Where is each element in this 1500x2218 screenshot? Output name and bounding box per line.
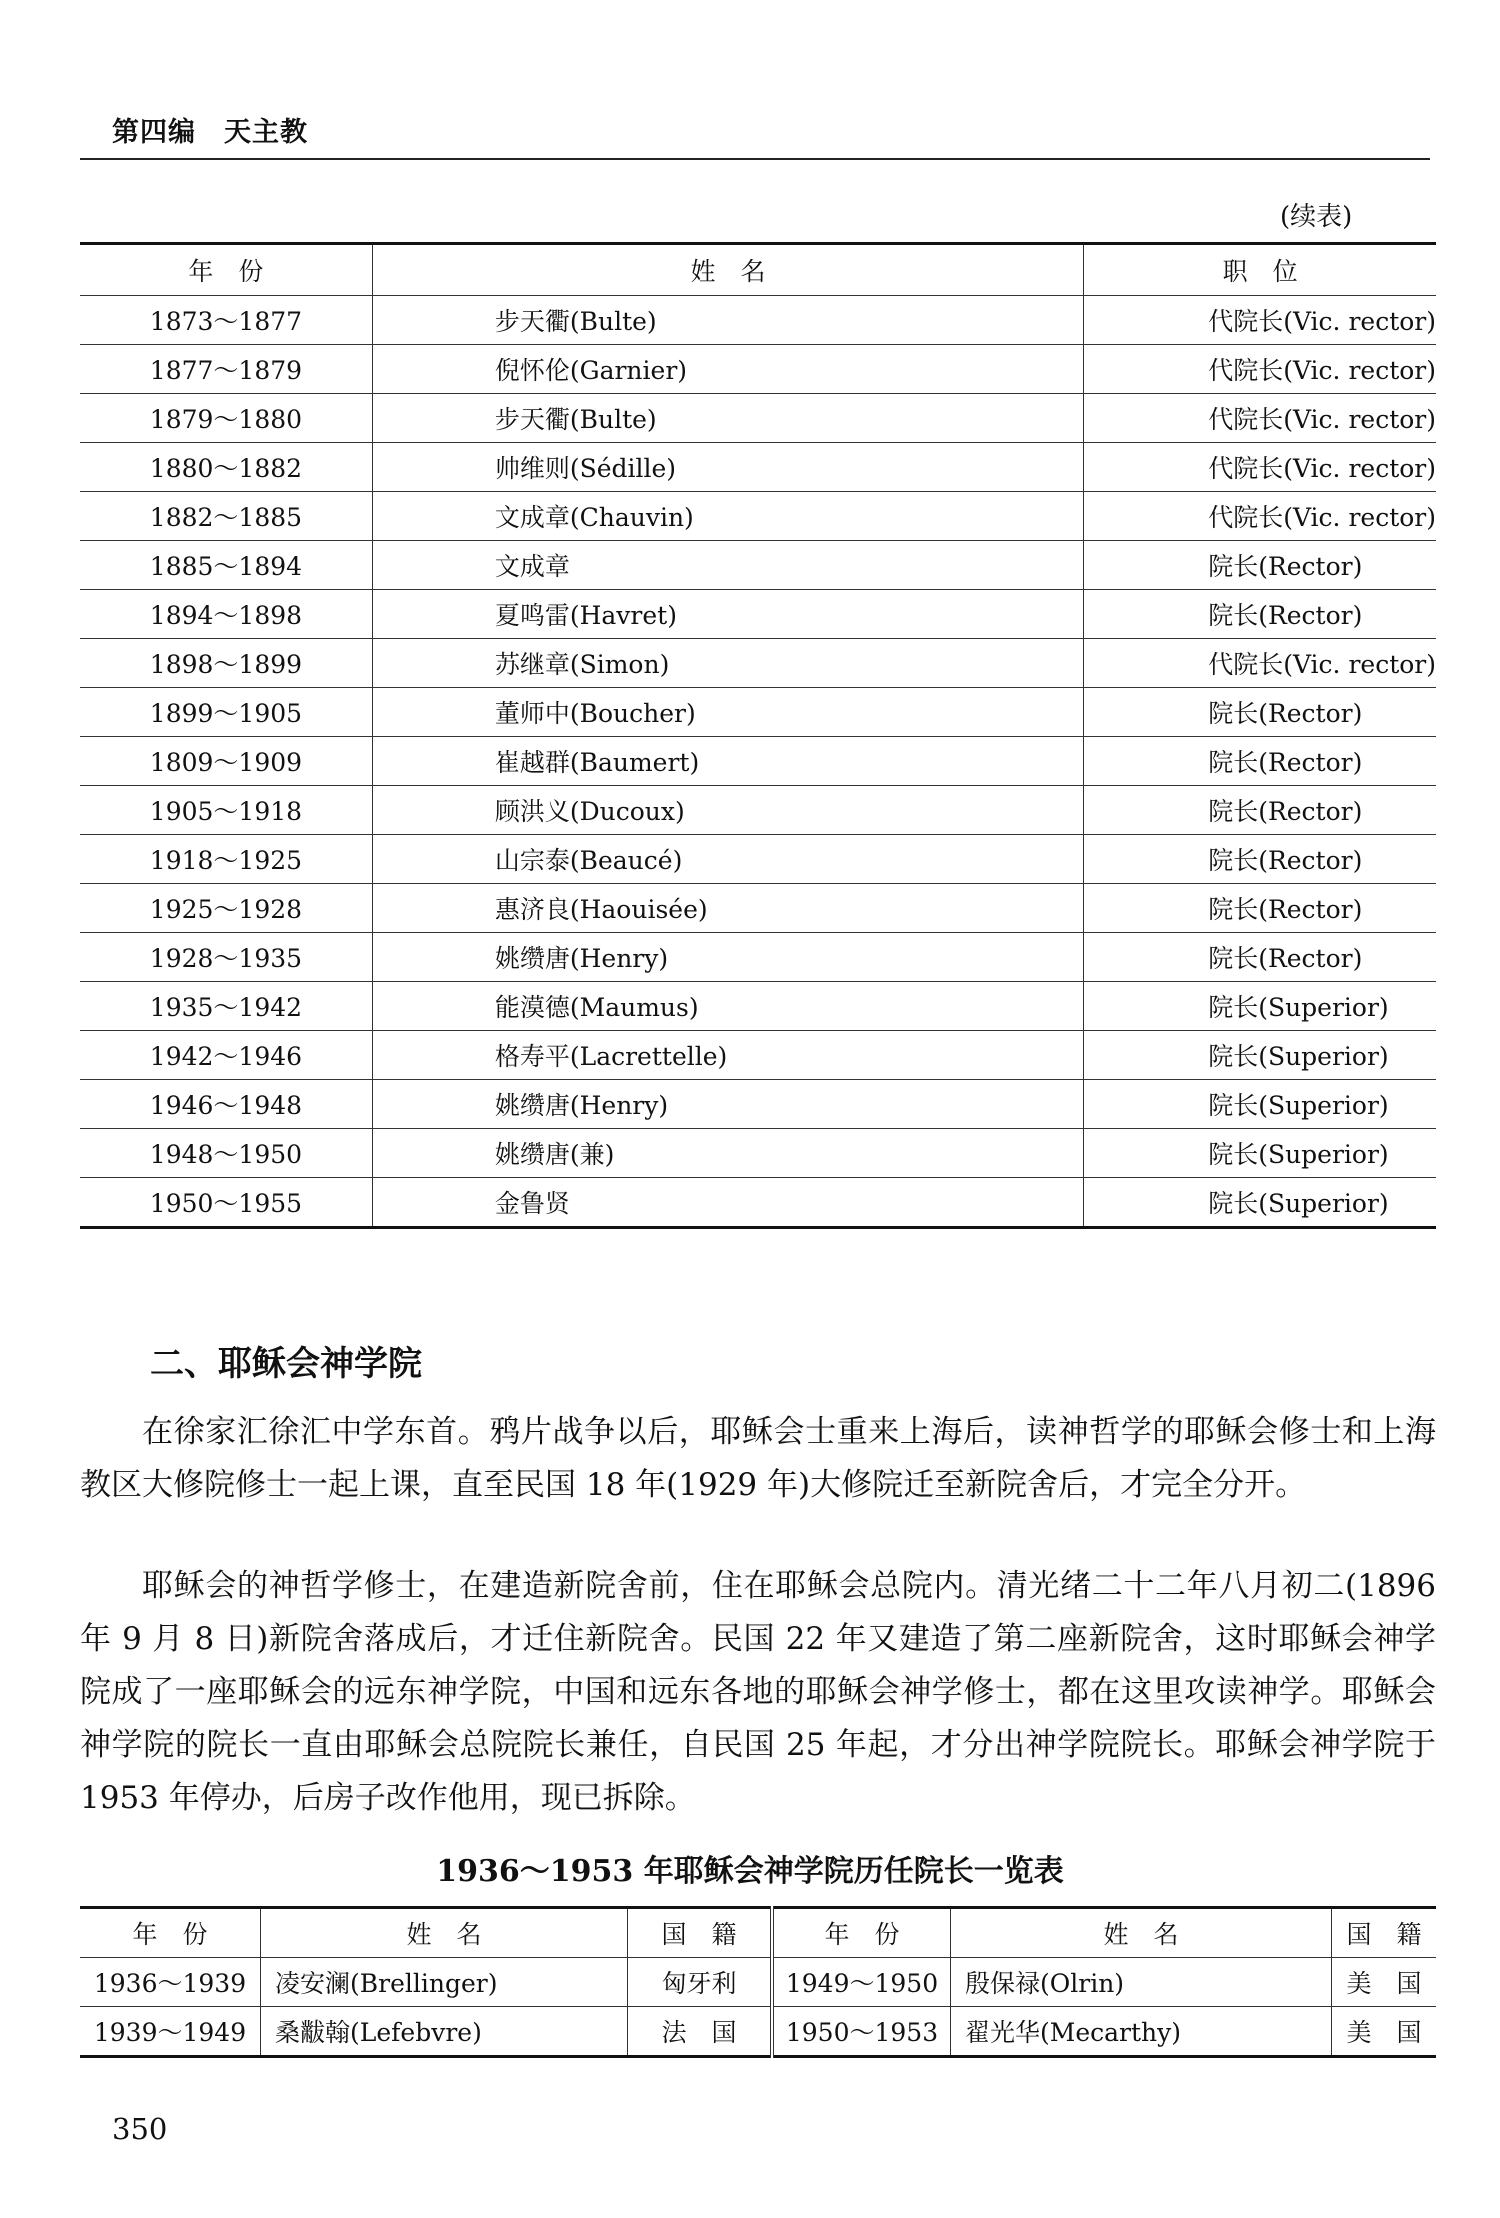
cell-year: 1879～1880 xyxy=(80,394,372,443)
theology-rectors-table xyxy=(80,1906,1436,2058)
cell-name: 殷保禄(Olrin) xyxy=(951,1958,1332,2007)
col-header-name: 姓 名 xyxy=(951,1908,1332,1958)
cell-position: 院长(Rector) xyxy=(1084,786,1436,835)
col-header-name: 姓 名 xyxy=(261,1908,628,1958)
cell-year: 1942～1946 xyxy=(80,1031,372,1080)
running-header: 第四编 天主教 xyxy=(112,117,308,148)
table-row xyxy=(80,2007,1436,2057)
cell-name: 格寿平(Lacrettelle) xyxy=(372,1031,1083,1080)
cell-year: 1809～1909 xyxy=(80,737,372,786)
col-header-nationality: 国 籍 xyxy=(1332,1908,1437,1958)
table-row xyxy=(80,492,1436,541)
table-row xyxy=(80,639,1436,688)
cell-name: 步天衢(Bulte) xyxy=(372,394,1083,443)
cell-year: 1905～1918 xyxy=(80,786,372,835)
cell-year: 1898～1899 xyxy=(80,639,372,688)
cell-year: 1880～1882 xyxy=(80,443,372,492)
cell-position: 代院长(Vic. rector) xyxy=(1084,394,1436,443)
table-row xyxy=(80,296,1436,345)
col-header-nationality: 国 籍 xyxy=(628,1908,773,1958)
table-row xyxy=(80,1031,1436,1080)
cell-name: 桑黻翰(Lefebvre) xyxy=(261,2007,628,2057)
table-row xyxy=(80,1178,1436,1228)
cell-name: 夏鸣雷(Havret) xyxy=(372,590,1083,639)
cell-year: 1882～1885 xyxy=(80,492,372,541)
cell-name: 金鲁贤 xyxy=(372,1178,1083,1228)
cell-name: 山宗泰(Beaucé) xyxy=(372,835,1083,884)
cell-position: 代院长(Vic. rector) xyxy=(1084,492,1436,541)
cell-year: 1925～1928 xyxy=(80,884,372,933)
cell-year: 1950～1953 xyxy=(772,2007,951,2057)
cell-position: 代院长(Vic. rector) xyxy=(1084,639,1436,688)
cell-name: 倪怀伦(Garnier) xyxy=(372,345,1083,394)
table-row xyxy=(80,590,1436,639)
cell-name: 能漠德(Maumus) xyxy=(372,982,1083,1031)
table-row xyxy=(80,737,1436,786)
table-row xyxy=(80,1080,1436,1129)
cell-year: 1949～1950 xyxy=(772,1958,951,2007)
col-header-year: 年 份 xyxy=(80,1908,261,1958)
cell-year: 1899～1905 xyxy=(80,688,372,737)
col-header-position: 职 位 xyxy=(1084,244,1436,296)
cell-name: 文成章 xyxy=(372,541,1083,590)
cell-position: 院长(Rector) xyxy=(1084,688,1436,737)
cell-name: 翟光华(Mecarthy) xyxy=(951,2007,1332,2057)
cell-year: 1894～1898 xyxy=(80,590,372,639)
cell-position: 院长(Rector) xyxy=(1084,590,1436,639)
cell-name: 姚缵唐(Henry) xyxy=(372,1080,1083,1129)
table-row xyxy=(80,835,1436,884)
cell-nationality: 匈牙利 xyxy=(628,1958,773,2007)
table-title: 1936～1953 年耶稣会神学院历任院长一览表 xyxy=(436,1854,1064,1889)
cell-year: 1928～1935 xyxy=(80,933,372,982)
cell-position: 院长(Superior) xyxy=(1084,1080,1436,1129)
header-rule xyxy=(80,158,1430,160)
cell-position: 院长(Rector) xyxy=(1084,835,1436,884)
cell-position: 代院长(Vic. rector) xyxy=(1084,296,1436,345)
table-row xyxy=(80,1958,1436,2007)
cell-nationality: 法 国 xyxy=(628,2007,773,2057)
cell-year: 1936～1939 xyxy=(80,1958,261,2007)
cell-position: 院长(Rector) xyxy=(1084,933,1436,982)
table-row xyxy=(80,443,1436,492)
cell-position: 代院长(Vic. rector) xyxy=(1084,345,1436,394)
col-header-year: 年 份 xyxy=(80,244,372,296)
page-number: 350 xyxy=(112,2112,168,2146)
table-row xyxy=(80,982,1436,1031)
cell-year: 1950～1955 xyxy=(80,1178,372,1228)
cell-year: 1877～1879 xyxy=(80,345,372,394)
cell-position: 院长(Rector) xyxy=(1084,884,1436,933)
cell-year: 1873～1877 xyxy=(80,296,372,345)
body-paragraph: 在徐家汇徐汇中学东首。鸦片战争以后，耶稣会士重来上海后，读神哲学的耶稣会修士和上海教区大修院修士一起上课，直至民国 18 年(1929 年)大修院迁至新院舍后，才完全分开。 xyxy=(80,1414,1436,1503)
continued-note: (续表) xyxy=(1280,202,1353,232)
section-title: 二、耶稣会神学院 xyxy=(150,1344,422,1384)
cell-position: 院长(Superior) xyxy=(1084,1031,1436,1080)
cell-position: 院长(Rector) xyxy=(1084,737,1436,786)
cell-year: 1935～1942 xyxy=(80,982,372,1031)
table-header-row xyxy=(80,244,1436,296)
col-header-name: 姓 名 xyxy=(372,244,1083,296)
table-header-row xyxy=(80,1908,1436,1958)
cell-year: 1885～1894 xyxy=(80,541,372,590)
table-row xyxy=(80,345,1436,394)
cell-year: 1939～1949 xyxy=(80,2007,261,2057)
cell-position: 院长(Superior) xyxy=(1084,982,1436,1031)
cell-name: 董师中(Boucher) xyxy=(372,688,1083,737)
table-row xyxy=(80,541,1436,590)
table-row xyxy=(80,786,1436,835)
cell-name: 帅维则(Sédille) xyxy=(372,443,1083,492)
cell-name: 姚缵唐(兼) xyxy=(372,1129,1083,1178)
table-row xyxy=(80,1129,1436,1178)
cell-name: 崔越群(Baumert) xyxy=(372,737,1083,786)
body-paragraph: 耶稣会的神哲学修士，在建造新院舍前，住在耶稣会总院内。清光绪二十二年八月初二(1896 年 9 月 8 日)新院舍落成后，才迁住新院舍。民国 22 年又建造了第二座新院舍，这时耶稣会神学院成了一座耶稣会的远东神学院，中国和远东各地的耶稣会神学修士，都在这里攻读神学。耶稣会神学院的院长一直由耶稣会总院院长兼任，自民国 25 年起，才分出神学院院长。耶稣会神学院于 1953 年停办，后房子改作他用，现已拆除。 xyxy=(80,1568,1436,1816)
cell-nationality: 美 国 xyxy=(1332,1958,1437,2007)
cell-name: 姚缵唐(Henry) xyxy=(372,933,1083,982)
cell-name: 文成章(Chauvin) xyxy=(372,492,1083,541)
table-row xyxy=(80,394,1436,443)
rectors-table xyxy=(80,242,1436,1229)
cell-nationality: 美 国 xyxy=(1332,2007,1437,2057)
cell-year: 1918～1925 xyxy=(80,835,372,884)
table-row xyxy=(80,688,1436,737)
table-row xyxy=(80,884,1436,933)
cell-name: 惠济良(Haouisée) xyxy=(372,884,1083,933)
cell-name: 苏继章(Simon) xyxy=(372,639,1083,688)
cell-position: 院长(Superior) xyxy=(1084,1129,1436,1178)
table-row xyxy=(80,933,1436,982)
cell-name: 步天衢(Bulte) xyxy=(372,296,1083,345)
cell-year: 1948～1950 xyxy=(80,1129,372,1178)
cell-name: 顾洪义(Ducoux) xyxy=(372,786,1083,835)
cell-position: 院长(Superior) xyxy=(1084,1178,1436,1228)
cell-position: 代院长(Vic. rector) xyxy=(1084,443,1436,492)
col-header-year: 年 份 xyxy=(772,1908,951,1958)
cell-name: 凌安澜(Brellinger) xyxy=(261,1958,628,2007)
cell-position: 院长(Rector) xyxy=(1084,541,1436,590)
cell-year: 1946～1948 xyxy=(80,1080,372,1129)
